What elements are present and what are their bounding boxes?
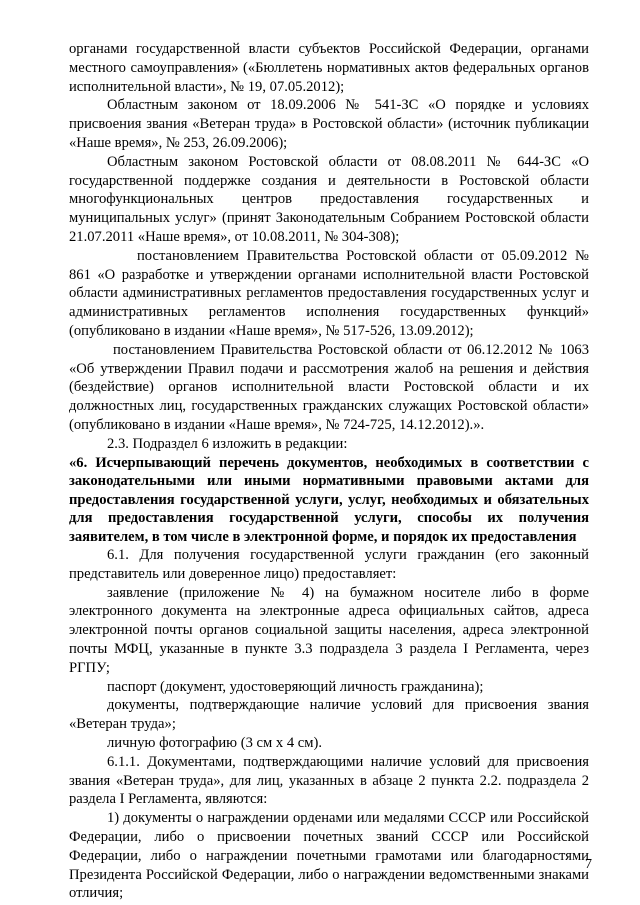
- paragraph: 1) документы о награждении орденами или медалями СССР или Российской Федерации, либо о присвоении почетных званий СССР или Российской Федерации, либо о награждении почетными грамотами или благодарностями Президента Российской Федерации, либо о награждении ведомственными знаками отличия;: [69, 810, 589, 902]
- paragraph: 2.3. Подраздел 6 изложить в редакции:: [107, 435, 348, 452]
- paragraph: документы, подтверждающие наличие условий для присвоения звания «Ветеран труда»;: [69, 697, 589, 733]
- paragraph: паспорт (документ, удостоверяющий личность гражданина);: [107, 678, 484, 695]
- paragraph: 6.1. Для получения государственной услуги гражданин (его законный представитель или доверенное лицо) предоставляет:: [69, 547, 589, 582]
- paragraph: Областным законом от 18.09.2006 № 541-ЗС «О порядке и условиях присвоения звания «Ветеран труда» в Ростовской области» (источник публикации «Наше время», № 253, 26.09.2006);: [69, 97, 589, 151]
- paragraph: органами государственной власти субъектов Российской Федерации, органами местного самоуправления» («Бюллетень нормативных актов федеральных органов исполнительной власти», № 19, 07.05.2012);: [69, 41, 589, 95]
- page-number: 7: [585, 857, 592, 872]
- paragraph: постановлением Правительства Ростовской области от 05.09.2012 № 861 «О разработке и утверждении органами исполнительной власти Ростовской области административных регламентов предоставления государственных услуг и административных регламентов исполнения государственных функций» (опубликовано в издании «Наше время», № 517-526, 13.09.2012);: [69, 247, 589, 339]
- page-body: [69, 40, 589, 903]
- section-heading: «6. Исчерпывающий перечень документов, необходимых в соответствии с законодательными или иными нормативными правовыми актами для предоставления государственной услуги, услуг, необходимых и обязательных для предоставления государственной услуги, способы их получения заявителем, в том числе в электронной форме, и порядок их предоставления: [69, 454, 589, 545]
- paragraph: личную фотографию (3 см х 4 см).: [107, 735, 322, 751]
- paragraph: 6.1.1. Документами, подтверждающими наличие условий для присвоения звания «Ветеран труда», для лиц, указанных в абзаце 2 пункта 2.2. подраздела 2 раздела I Регламента, являются:: [69, 753, 589, 808]
- paragraph: заявление (приложение № 4) на бумажном носителе либо в форме электронного документа на электронные адреса официальных сайтов, адреса электронной почты органов социальной защиты населения, адреса электронной почты МФЦ, указанные в пункте 3.3 подраздела 3 раздела I Регламента, через РГПУ;: [69, 584, 589, 676]
- paragraph: Областным законом Ростовской области от 08.08.2011 № 644-ЗС «О государственной поддержке создания и деятельности в Ростовской области многофункциональных центров предоставления государственных и муниципальных услуг» (принят Законодательным Собранием Ростовской области 21.07.2011 «Наше время», от 10.08.2011, № 304-308);: [69, 153, 589, 245]
- paragraph: постановлением Правительства Ростовской области от 06.12.2012 № 1063 «Об утверждении Правил подачи и рассмотрения жалоб на решения и действия (бездействие) органов исполнительной власти Ростовской области и их должностных лиц, государственных гражданских служащих Ростовской области» (опубликовано в издании «Наше время», № 724-725, 14.12.2012).».: [69, 341, 589, 433]
